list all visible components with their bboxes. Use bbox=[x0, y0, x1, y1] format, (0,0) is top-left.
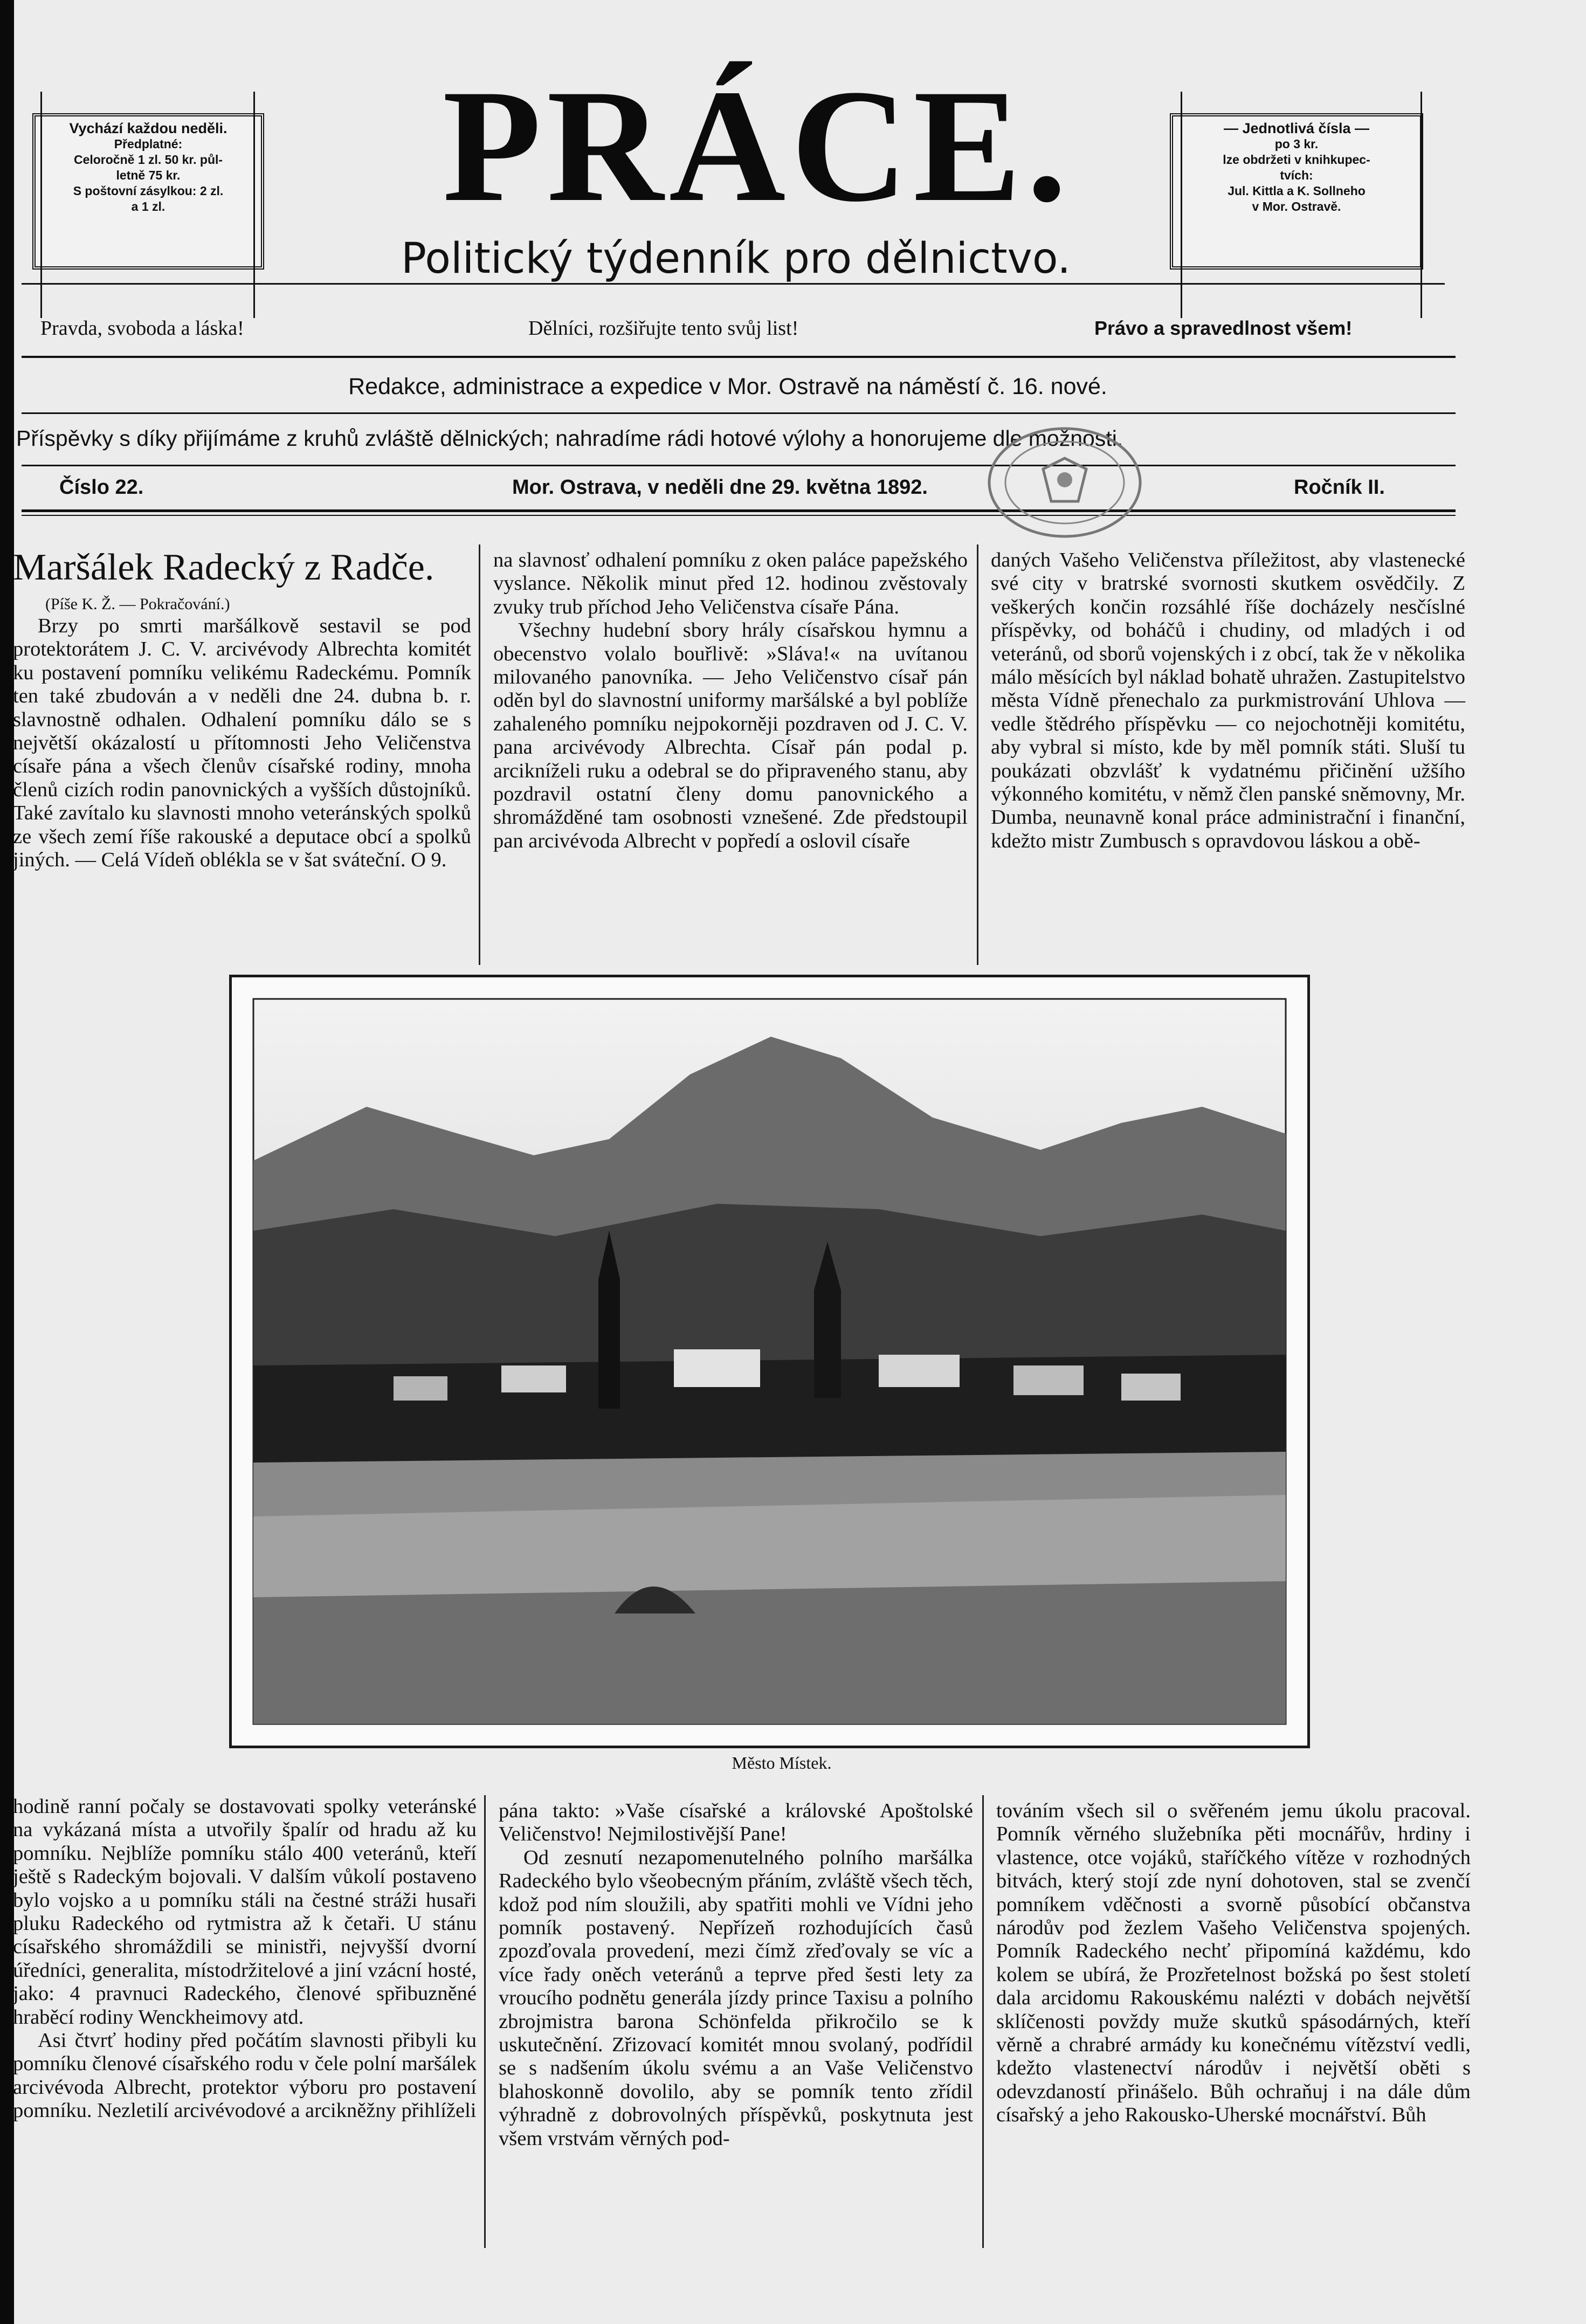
issue-number: Číslo 22. bbox=[59, 476, 144, 499]
motto-left: Pravda, svoboda a láska! bbox=[40, 317, 244, 340]
issue-date: Mor. Ostrava, v neděli dne 29. května 1892. bbox=[512, 476, 928, 499]
subscription-line: a 1 zl. bbox=[131, 199, 166, 213]
article-lower-column-1 bbox=[13, 1795, 477, 2123]
subscription-line: Celoročně 1 zl. 50 kr. půl- bbox=[73, 153, 223, 167]
single-copy-line: tvích: bbox=[1280, 168, 1313, 182]
landscape-engraving-icon bbox=[232, 977, 1307, 1746]
motto-right: Právo a spravedlnost všem! bbox=[1094, 317, 1353, 339]
article-title: Maršálek Radecký z Radče. bbox=[13, 547, 435, 588]
header-rule bbox=[22, 412, 1456, 414]
article-paragraph: Asi čtvrť hodiny před počátím slavnosti přibyli ku pomníku členové císařského rodu v čele polní maršálek arcivévoda Albrecht, protektor výboru pro postavení pomníku. Nezletilí arcivévodové a arcikněžny přihlíželi bbox=[13, 2029, 477, 2122]
column-divider bbox=[484, 1795, 486, 2248]
column-divider bbox=[982, 1795, 984, 2248]
subscription-line: letně 75 kr. bbox=[116, 168, 181, 182]
single-copy-line: — Jednotlivá čísla — bbox=[1223, 120, 1370, 136]
subscription-box bbox=[32, 113, 264, 270]
single-copy-line: v Mor. Ostravě. bbox=[1252, 199, 1341, 213]
header-rule bbox=[22, 356, 1456, 358]
illustration-frame bbox=[229, 975, 1310, 1748]
newspaper-title: PRÁCE. bbox=[442, 56, 1073, 235]
subscription-line: Předplatné: bbox=[114, 137, 183, 151]
single-copy-line: Jul. Kittla a K. Sollneho bbox=[1228, 184, 1366, 198]
header-rule bbox=[22, 465, 1456, 466]
subscription-line: Vychází každou neděli. bbox=[69, 120, 227, 136]
contributions-notice: Příspěvky s díky přijímáme z kruhů zvláště dělnických; nahradíme rádi hotové výlohy a honorujeme dle možnosti. bbox=[16, 426, 1123, 451]
article-paragraph: Od zesnutí nezapomenutelného polního maršálka Radeckého bylo všeobecným přáním, zvláště všech těch, kdož pod ním sloužili, aby spatřiti mohli ve Vídni jeho pomník postavený. Nepřízeň rozhodujících časů zpozďovala provedení, mezi čímž zřeďovaly se víc a více řady oněch veteránů a teprve před šesti lety za vroucího podnětu generála jízdy prince Taxisu a polního zbrojmistra barona Schönfelda přikročilo se k uskutečnění. Zřizovací komitét mnou svolaný, podřídil se s nadšením úkolu svému a an Vaše Veličenstvo blahoskonně dovolilo, aby se pomník tento zřídil výhradně z dobrovolných příspěvků, poskytnuta jest všem vrstvám věrných pod- bbox=[499, 1846, 973, 2150]
article-paragraph: Všechny hudební sbory hrály císařskou hymnu a obecenstvo volalo bouřlivě: »Sláva!« na uvítanou milovaného panovníka. — Jeho Veličenstvo císař pán oděn byl do slavnostní uniformy maršálské a byl poblíže zahaleného pomníku nejpokorněji pozdraven od J. C. V. pana arcivévody Albrechta. Císař pán podal p. arcikníželi ruku a odebral se do připraveného stanu, aby pozdravil ostatní členy domu panovnického a shromážděné tam osobnosti vznešené. Zde předstoupil pan arcivévoda Albrecht v popředí a oslovil císaře bbox=[493, 619, 968, 852]
issue-volume: Ročník II. bbox=[1294, 476, 1385, 499]
issue-rule bbox=[22, 515, 1456, 516]
article-lower-column-3 bbox=[996, 1799, 1471, 2127]
article-lower-column-2 bbox=[499, 1799, 973, 2150]
article-paragraph: daných Vašeho Veličenstva příležitost, aby vlastenecké své city v bratrské svornosti skutkem osvědčily. Z veškerých končin rozsáhlé říše docházely nesčíslné příspěvky, od boháčů i chudiny, od mladých i od veteránů, od sborů vojenských i z obcí, tak že v několika málo měsících byl náklad bohatě uhražen. Zastupitelstvo města Vídně přenechalo za purkmistrování Uhlova — vedle štědrého příspěvku — co nejochotněji komitétu, aby vybral si místo, kde by měl pomník státi. Sluší tu poukázati obzvlášť k vydatnému přičinění užšího výkonného komitétu, v němž člen panské sněmovny, Mr. Dumba, neunavně konal práce administrační i finanční, kdežto mistr Zumbusch s opravdovou láskou a obě- bbox=[991, 549, 1465, 852]
article-upper-column-2 bbox=[493, 549, 968, 853]
article-paragraph: Brzy po smrti maršálkově sestavil se pod protektorátem J. C. V. arcivévody Albrechta komitét ku postavení pomníku velikému Radeckému. Pomník ten také zbudován a v neděli dne 24. dubna b. r. slavnostně odhalen. Odhalení pomníku dálo se s největší okázalostí u přítomnosti Jeho Veličenstva císaře pána a všech členův císařské rodiny, mnoha členů cizích rodin panovnických a vyšších důstojníků. Také zavítalo ku slavnosti mnoho veteránských spolků ze všech zemí říše rakouské a deputace obcí a spolků jiných. — Celá Vídeň oblékla se v šat sváteční. O 9. bbox=[13, 615, 471, 872]
library-stamp bbox=[984, 420, 1146, 544]
single-copy-line: po 3 kr. bbox=[1274, 137, 1319, 151]
article-byline: (Píše K. Ž. — Pokračování.) bbox=[45, 595, 230, 613]
issue-rule bbox=[22, 509, 1456, 512]
editorial-address: Redakce, administrace a expedice v Mor. Ostravě na náměstí č. 16. nové. bbox=[348, 374, 1107, 399]
illustration-caption: Město Místek. bbox=[732, 1753, 832, 1773]
article-upper-column-1 bbox=[13, 544, 471, 872]
page-edge-binding bbox=[0, 0, 14, 2324]
subscription-line: S poštovní zásylkou: 2 zl. bbox=[73, 184, 224, 198]
article-paragraph: továním všech sil o svěřeném jemu úkolu pracoval. Pomník věrného služebníka pěti mocnářův, hrdiny i vlastence, otce vojáků, staříčkého vítěze v rozhodných bitvách, který stojí zde nyní dohotoven, stal se zvenčí pomníkem vděčnosti a svorně působící občanstva národův pod žezlem Vašeho Veličenstva spojených. Pomník Radeckého nechť připomíná každému, kdo kolem se ubírá, že Prozřetelnost božská po šest století dala arcidomu Rakouskému nalézti v dobách největší sklíčenosti povždy muže skutků spásodárných, kteří věrně a chrabré armády ku konečnému vítězství vedli, kdežto vlastenectví národův i největší oběti s odevzdaností přinášelo. Bůh ochraňuj i na dále dům císařský a jeho Rakousko-Uherské mocnářství. Bůh bbox=[996, 1799, 1471, 2127]
article-paragraph: pána takto: »Vaše císařské a královské Apoštolské Veličenstvo! Nejmilostivější Pane! bbox=[499, 1799, 973, 1846]
article-paragraph: hodině ranní počaly se dostavovati spolky veteránské na vykázaná místa a utvořily špalír od hradu až ku pomníku. Nejblíže pomníku stálo 400 veteránů, kteří ještě s Radeckým bojovali. V dalším vůkolí postaveno bylo vojsko a u pomníku stáli na čestné stráži husaři pluku Radeckého od rytmistra až k četaři. U stánu císařského shromáždili se ministři, nejvyšší dvorní úředníci, generalita, místodržitelové a jiní vzácní hosté, jako: 4 pravnuci Radeckého, členové spřibuzněné hraběcí rodiny Wenckheimovy atd. bbox=[13, 1795, 477, 2029]
single-copy-line: lze obdržeti v knihkupec- bbox=[1223, 153, 1370, 167]
column-divider bbox=[479, 544, 480, 965]
single-copy-box bbox=[1170, 113, 1423, 270]
motto-center: Dělníci, rozšiřujte tento svůj list! bbox=[528, 317, 799, 340]
newspaper-subtitle: Politický týdenník pro dělnictvo. bbox=[401, 235, 1071, 283]
article-upper-column-3 bbox=[991, 549, 1465, 853]
column-divider bbox=[977, 544, 978, 965]
article-paragraph: na slavnosť odhalení pomníku z oken paláce papežského vyslance. Několik minut před 12. hodinou zvěstovaly zvuky trub příchod Jeho Veličenstva císaře Pána. bbox=[493, 549, 968, 618]
